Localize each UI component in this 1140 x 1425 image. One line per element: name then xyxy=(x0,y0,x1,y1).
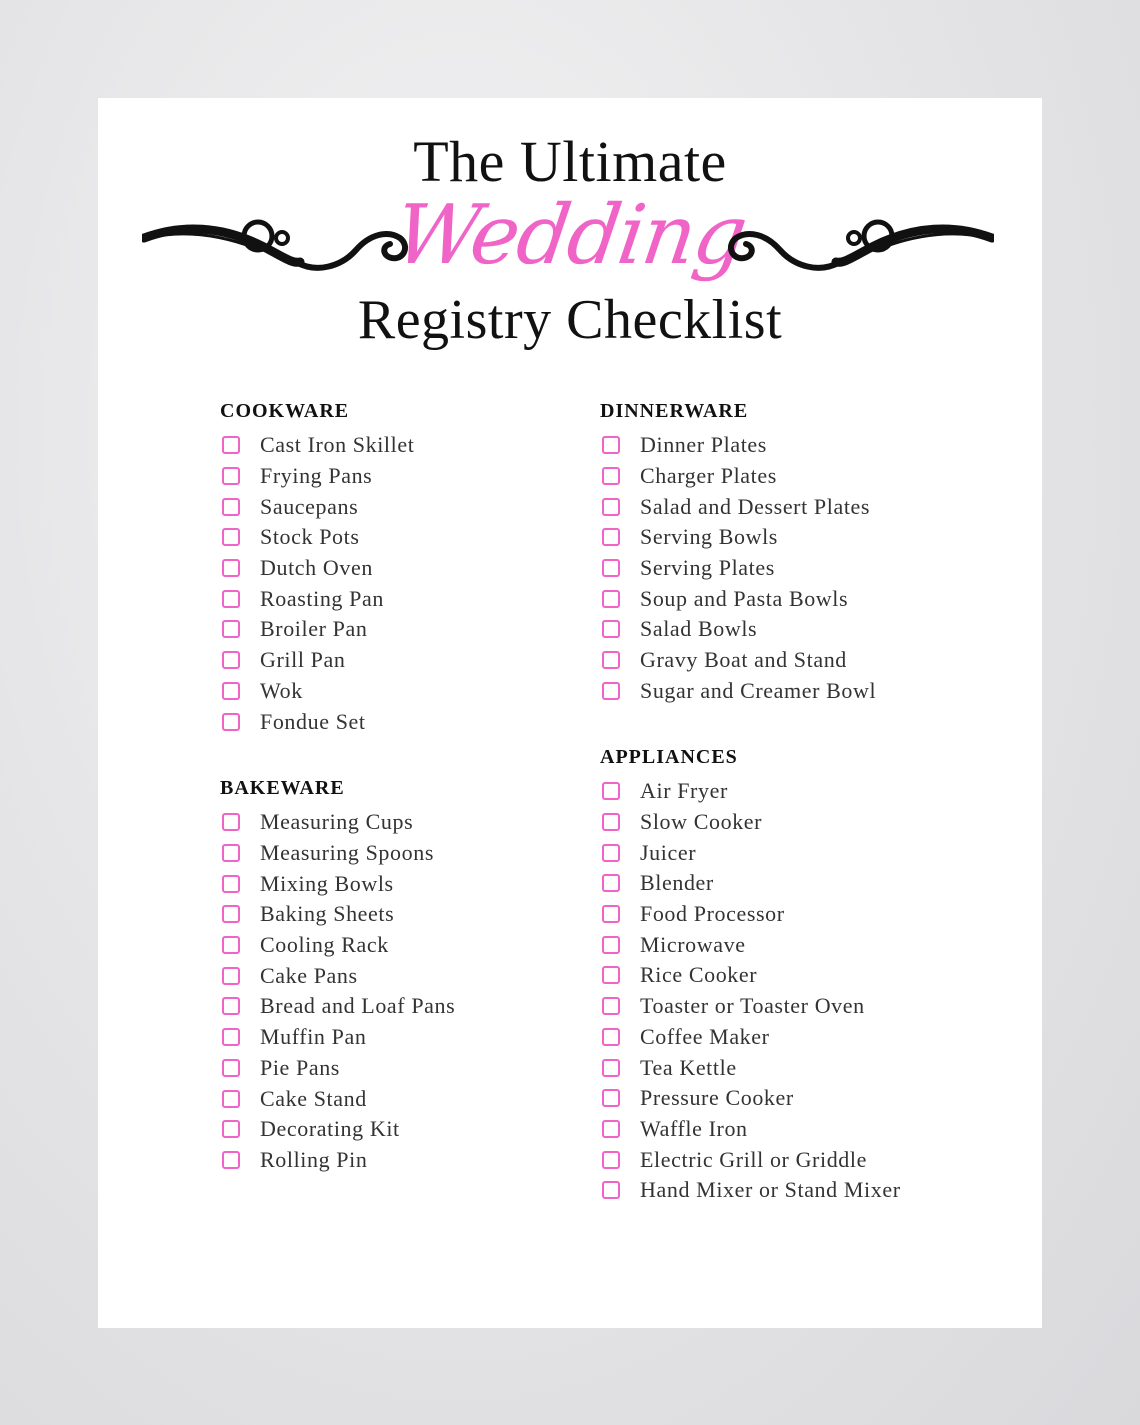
checklist-item xyxy=(220,1114,455,1145)
checklist-item-label: Rice Cooker xyxy=(640,962,758,988)
checklist-item-label: Fondue Set xyxy=(260,708,366,734)
checklist-item-label: Frying Pans xyxy=(260,463,373,489)
checklist-item xyxy=(600,1175,901,1206)
checkbox[interactable] xyxy=(602,1028,620,1046)
checklist-item xyxy=(220,614,414,645)
checkbox[interactable] xyxy=(602,1151,620,1169)
checklist-item-label: Cast Iron Skillet xyxy=(260,432,415,458)
checklist-item-label: Bread and Loaf Pans xyxy=(260,993,456,1019)
checkbox[interactable] xyxy=(222,620,240,638)
checkbox[interactable] xyxy=(602,651,620,669)
checklist-item-label: Saucepans xyxy=(260,493,359,519)
checklist-item-label: Pressure Cooker xyxy=(640,1085,794,1111)
checklist-item xyxy=(220,1083,455,1114)
checklist-item-label: Salad Bowls xyxy=(640,616,758,642)
checklist-item xyxy=(600,614,876,645)
checklist-item-label: Air Fryer xyxy=(640,778,728,804)
checkbox[interactable] xyxy=(222,1059,240,1077)
checklist-item xyxy=(220,553,414,584)
title-line-2: Registry Checklist xyxy=(357,289,783,351)
checklist-item xyxy=(220,807,455,838)
checklist xyxy=(600,776,901,1206)
checklist-item-label: Muffin Pan xyxy=(260,1024,367,1050)
checkbox[interactable] xyxy=(222,682,240,700)
checklist-item xyxy=(220,491,414,522)
checklist-item-label: Tea Kettle xyxy=(640,1054,737,1080)
checkbox[interactable] xyxy=(222,905,240,923)
checklist-item-label: Hand Mixer or Stand Mixer xyxy=(640,1177,901,1203)
checklist-item-label: Measuring Spoons xyxy=(260,840,434,866)
checklist-item xyxy=(600,1052,901,1083)
section-heading: APPLIANCES xyxy=(600,746,738,768)
checkbox[interactable] xyxy=(602,997,620,1015)
checklist-item-label: Dinner Plates xyxy=(640,432,767,458)
checklist-item xyxy=(600,1144,901,1175)
section-bakeware xyxy=(220,773,455,1175)
checklist-item-label: Pie Pans xyxy=(260,1054,340,1080)
checklist-item xyxy=(220,838,455,869)
checkbox[interactable] xyxy=(602,844,620,862)
checkbox[interactable] xyxy=(222,651,240,669)
checklist-item-label: Salad and Dessert Plates xyxy=(640,493,871,519)
checkbox[interactable] xyxy=(222,713,240,731)
checkbox[interactable] xyxy=(222,590,240,608)
checklist-item-label: Decorating Kit xyxy=(260,1116,400,1142)
checkbox[interactable] xyxy=(602,936,620,954)
checklist-item-label: Dutch Oven xyxy=(260,555,373,581)
checklist-item xyxy=(220,930,455,961)
checklist-item-label: Toaster or Toaster Oven xyxy=(640,993,865,1019)
checkbox[interactable] xyxy=(222,1151,240,1169)
checklist-item-label: Coffee Maker xyxy=(640,1023,770,1049)
checklist-item-label: Electric Grill or Griddle xyxy=(640,1146,867,1172)
checklist-item xyxy=(600,522,876,553)
checklist-item-label: Sugar and Creamer Bowl xyxy=(640,677,877,703)
checkbox[interactable] xyxy=(222,844,240,862)
checkbox[interactable] xyxy=(222,559,240,577)
checklist-item xyxy=(600,899,901,930)
checklist-item xyxy=(220,430,414,461)
checkbox[interactable] xyxy=(602,590,620,608)
checklist-item xyxy=(220,960,455,991)
flourish-right-icon xyxy=(724,216,994,286)
checklist-item-label: Baking Sheets xyxy=(260,901,395,927)
checklist-item-label: Rolling Pin xyxy=(260,1146,368,1172)
checklist-item-label: Serving Plates xyxy=(640,555,775,581)
checklist-item xyxy=(600,868,901,899)
checkbox[interactable] xyxy=(222,1028,240,1046)
checkbox[interactable] xyxy=(602,467,620,485)
checklist-item-label: Grill Pan xyxy=(260,647,346,673)
checklist-item xyxy=(600,553,876,584)
checkbox[interactable] xyxy=(602,874,620,892)
checkbox[interactable] xyxy=(602,966,620,984)
checklist-item xyxy=(600,461,876,492)
checklist-item xyxy=(600,676,876,707)
checkbox[interactable] xyxy=(602,620,620,638)
checklist-item-label: Broiler Pan xyxy=(260,616,368,642)
checkbox[interactable] xyxy=(222,1120,240,1138)
checkbox[interactable] xyxy=(222,467,240,485)
checklist xyxy=(600,430,876,706)
checklist-item xyxy=(600,583,876,614)
section-appliances xyxy=(600,742,901,1206)
checklist-item-label: Cake Pans xyxy=(260,962,358,988)
checklist xyxy=(220,807,455,1175)
checkbox[interactable] xyxy=(222,498,240,516)
checklist-item xyxy=(220,645,414,676)
checklist-item xyxy=(220,461,414,492)
checkbox[interactable] xyxy=(222,967,240,985)
checkbox[interactable] xyxy=(222,936,240,954)
checklist-item xyxy=(220,1053,455,1084)
checklist-item-label: Food Processor xyxy=(640,901,785,927)
section-heading: DINNERWARE xyxy=(600,400,749,422)
section-cookware xyxy=(220,396,414,737)
checklist-item-label: Microwave xyxy=(640,931,746,957)
checkbox[interactable] xyxy=(602,436,620,454)
section-heading: BAKEWARE xyxy=(220,777,345,799)
checklist-item xyxy=(600,929,901,960)
checklist-item xyxy=(220,868,455,899)
checklist-item xyxy=(600,1083,901,1114)
checklist-item xyxy=(220,706,414,737)
checklist-item-label: Cake Stand xyxy=(260,1085,367,1111)
checklist-item xyxy=(220,583,414,614)
checklist-item xyxy=(220,991,455,1022)
section-heading: COOKWARE xyxy=(220,400,350,422)
checkbox[interactable] xyxy=(222,813,240,831)
title-line-1: The Ultimate xyxy=(413,129,727,194)
checklist-item xyxy=(600,645,876,676)
checklist-item xyxy=(600,776,901,807)
checklist-item-label: Blender xyxy=(640,870,714,896)
checkbox[interactable] xyxy=(602,813,620,831)
section-dinnerware xyxy=(600,396,876,706)
checklist-item-label: Cooling Rack xyxy=(260,932,389,958)
checklist-item-label: Stock Pots xyxy=(260,524,360,550)
checklist-item xyxy=(600,837,901,868)
checklist-page xyxy=(98,98,1042,1328)
checkbox[interactable] xyxy=(602,559,620,577)
checklist-item-label: Mixing Bowls xyxy=(260,870,394,896)
checklist-item xyxy=(220,676,414,707)
checklist-item-label: Serving Bowls xyxy=(640,524,778,550)
checkbox[interactable] xyxy=(602,1181,620,1199)
checklist-item-label: Waffle Iron xyxy=(640,1115,748,1141)
checklist-item-label: Slow Cooker xyxy=(640,809,763,835)
checklist-item xyxy=(600,1022,901,1053)
checklist-item-label: Roasting Pan xyxy=(260,585,384,611)
checklist-item xyxy=(220,1145,455,1176)
checkbox[interactable] xyxy=(602,905,620,923)
checklist-item-label: Measuring Cups xyxy=(260,809,414,835)
checkbox[interactable] xyxy=(222,875,240,893)
checklist-item xyxy=(600,960,901,991)
checkbox[interactable] xyxy=(602,1059,620,1077)
checklist-item-label: Juicer xyxy=(640,839,697,865)
checklist xyxy=(220,430,414,737)
checkbox[interactable] xyxy=(602,782,620,800)
checkbox[interactable] xyxy=(602,1089,620,1107)
checkbox[interactable] xyxy=(222,528,240,546)
checklist-item xyxy=(600,1114,901,1145)
checklist-item-label: Gravy Boat and Stand xyxy=(640,647,847,673)
checklist-item xyxy=(220,522,414,553)
title-script: Wedding xyxy=(388,188,751,283)
checklist-item xyxy=(220,899,455,930)
checkbox[interactable] xyxy=(222,1090,240,1108)
checkbox[interactable] xyxy=(602,528,620,546)
checklist-item xyxy=(220,1022,455,1053)
checkbox[interactable] xyxy=(602,682,620,700)
checklist-item xyxy=(600,430,876,461)
checklist-item xyxy=(600,807,901,838)
checklist-item-label: Wok xyxy=(260,677,303,703)
checkbox[interactable] xyxy=(222,997,240,1015)
checkbox[interactable] xyxy=(602,498,620,516)
checklist-item-label: Soup and Pasta Bowls xyxy=(640,585,849,611)
checkbox[interactable] xyxy=(222,436,240,454)
checklist-item xyxy=(600,491,876,522)
checkbox[interactable] xyxy=(602,1120,620,1138)
checklist-item xyxy=(600,991,901,1022)
checklist-item-label: Charger Plates xyxy=(640,463,777,489)
